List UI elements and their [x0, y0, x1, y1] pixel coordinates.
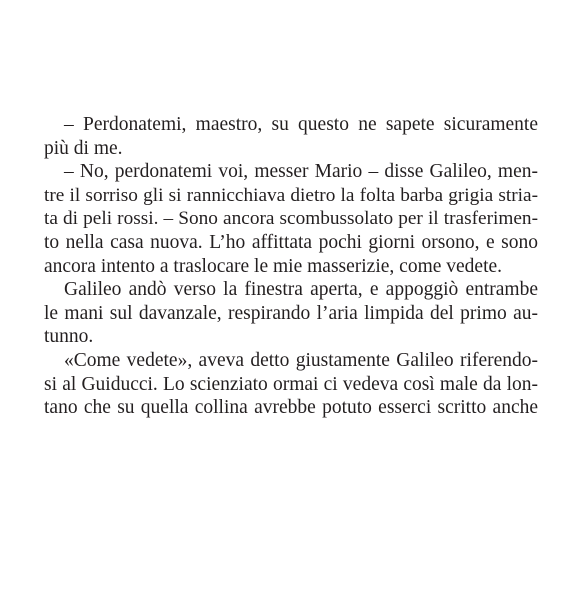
body-text — [44, 113, 538, 420]
text-line: le mani sul davanzale, respirando l’aria limpida del primo au- — [44, 302, 538, 324]
text-line: ancora intento a traslocare le mie masserizie, come vedete. — [44, 255, 503, 277]
text-line: ta di peli rossi. – Sono ancora scombussolato per il trasferimen- — [44, 208, 538, 230]
text-line: si al Guiducci. Lo scienziato ormai ci vedeva così male da lon- — [44, 373, 538, 395]
text-line: più di me. — [44, 137, 123, 159]
text-line: «Come vedete», aveva detto giustamente Galileo riferendo- — [64, 349, 538, 371]
text-line: Galileo andò verso la finestra aperta, e appoggiò entrambe — [64, 279, 538, 301]
text-line: tre il sorriso gli si rannicchiava dietro la folta barba grigia stria- — [44, 184, 538, 206]
text-line: tunno. — [44, 326, 94, 348]
text-line: tano che su quella collina avrebbe potuto esserci scritto anche — [44, 397, 538, 419]
text-line: to nella casa nuova. L’ho affittata pochi giorni orsono, e sono — [44, 231, 538, 253]
text-line: – Perdonatemi, maestro, su questo ne sapete sicuramente — [64, 114, 538, 135]
text-line: – No, perdonatemi voi, messer Mario – disse Galileo, men- — [64, 161, 538, 183]
